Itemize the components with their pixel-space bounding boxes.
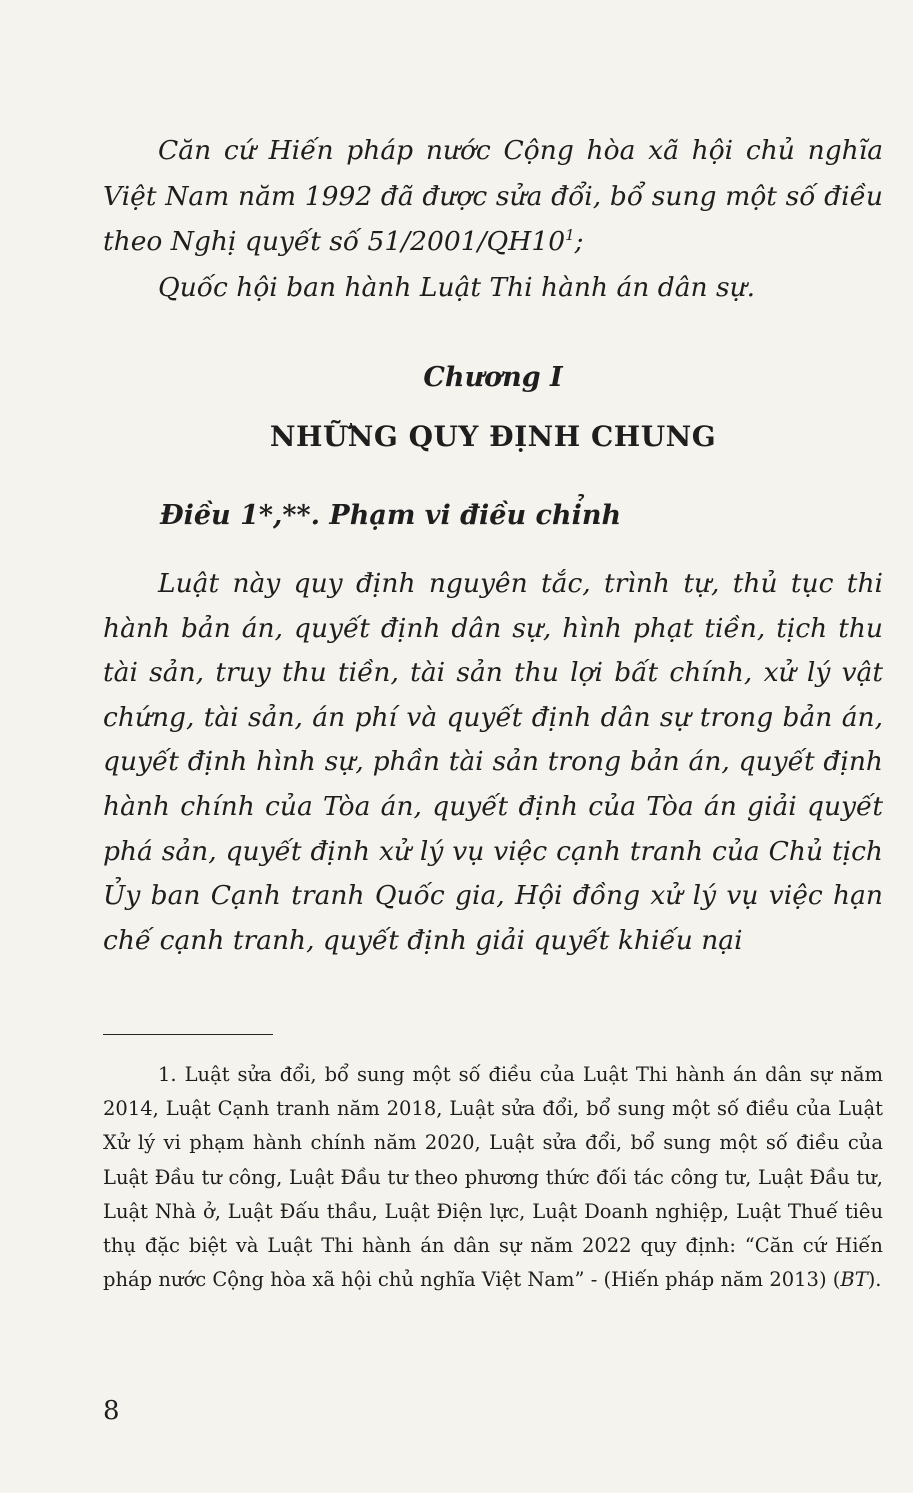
article-title: Điều 1*,**. Phạm vi điều chỉnh (160, 500, 622, 531)
chapter-label: Chương I (423, 362, 563, 393)
preamble (103, 128, 883, 310)
preamble-legal-basis (103, 128, 883, 265)
footnote (103, 1058, 883, 1297)
preamble-legal-basis-end: ; (574, 226, 584, 257)
footnote-reference: 1 (565, 226, 575, 245)
article-body: Luật này quy định nguyên tắc, trình tự, thủ tục thi hành bản án, quyết định dân sự, hình phạt tiền, tịch thu tài sản, truy thu tiền, tài sản thu lợi bất chính, xử lý vật chứng, tài sản, án phí và quyết định dân sự trong bản án, quyết định hình sự, phần tài sản trong bản án, quyết định hành chính của Tòa án, quyết định của Tòa án giải quyết phá sản, quyết định xử lý vụ việc cạnh tranh của Chủ tịch Ủy ban Cạnh tranh Quốc gia, Hội đồng xử lý vụ việc hạn chế cạnh tranh, quyết định giải quyết khiếu nại (103, 568, 883, 956)
preamble-legal-basis-text: Căn cứ Hiến pháp nước Cộng hòa xã hội chủ nghĩa Việt Nam năm 1992 đã được sửa đổi, bổ sung một số điều theo Nghị quyết số 51/2001/QH10 (103, 135, 883, 257)
footnote-text: 1. Luật sửa đổi, bổ sung một số điều của Luật Thi hành án dân sự năm 2014, Luật Cạnh tranh năm 2018, Luật sửa đổi, bổ sung một số điều của Luật Xử lý vi phạm hành chính năm 2020, Luật sửa đổi, bổ sung một số điều của Luật Đầu tư công, Luật Đầu tư theo phương thức đối tác công tư, Luật Đầu tư, Luật Nhà ở, Luật Đấu thầu, Luật Điện lực, Luật Doanh nghiệp, Luật Thuế tiêu thụ đặc biệt và Luật Thi hành án dân sự năm 2022 quy định: “Căn cứ Hiến pháp nước Cộng hòa xã hội chủ nghĩa Việt Nam” - (Hiến pháp năm 2013) ( (103, 1063, 883, 1292)
footnote-end: ). (867, 1268, 882, 1292)
chapter-title: NHỮNG QUY ĐỊNH CHUNG (269, 420, 717, 453)
page-number: 8 (103, 1396, 120, 1426)
footnote-source-abbr: BT (840, 1268, 868, 1292)
footnote-divider (103, 1034, 273, 1035)
preamble-enactment: Quốc hội ban hành Luật Thi hành án dân sự. (158, 271, 756, 303)
